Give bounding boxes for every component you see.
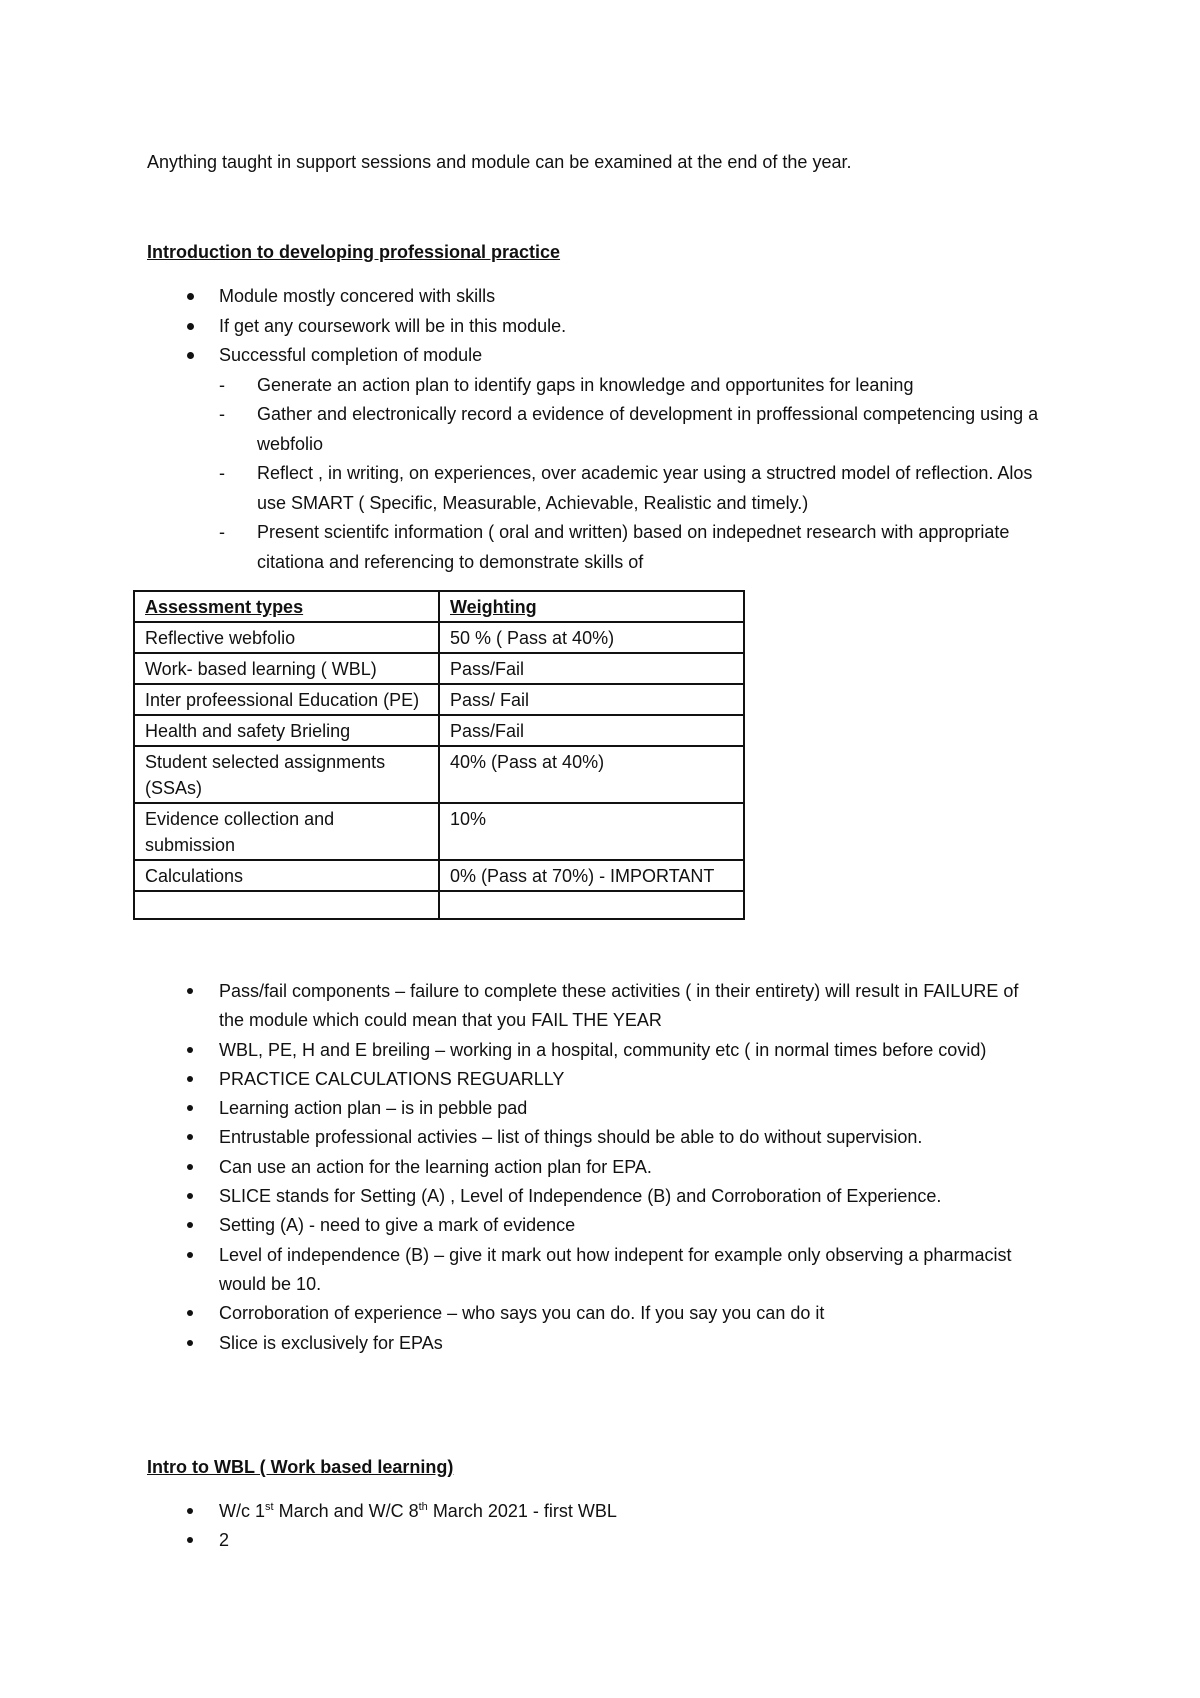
list-item: 2: [147, 1526, 1047, 1555]
list-item: Slice is exclusively for EPAs: [147, 1329, 1047, 1358]
list-item: PRACTICE CALCULATIONS REGUARLLY: [147, 1065, 1047, 1094]
list-item: Setting (A) - need to give a mark of evidence: [147, 1211, 1047, 1240]
list-item: Level of independence (B) – give it mark out how indepent for example only observing a pharmacist would be 10.: [147, 1241, 1047, 1300]
table-cell: Inter profeessional Education (PE): [134, 684, 439, 715]
table-cell: 40% (Pass at 40%): [439, 746, 744, 803]
list-item: SLICE stands for Setting (A) , Level of Independence (B) and Corroboration of Experience.: [147, 1182, 1047, 1211]
intro-paragraph: Anything taught in support sessions and module can be examined at the end of the year.: [147, 152, 852, 172]
dash-marker: -: [219, 374, 225, 395]
table-cell: 10%: [439, 803, 744, 860]
sub-list-item: - Gather and electronically record a evidence of development in proffessional competencing using a webfolio: [219, 400, 1047, 459]
assessment-notes-list: [147, 977, 1047, 1358]
table-header-row: [134, 591, 744, 622]
dash-marker: -: [219, 522, 225, 542]
bullet-icon: [187, 1164, 193, 1170]
table-row: [134, 684, 744, 715]
bullet-icon: [187, 1134, 193, 1140]
sub-list-item: - Present scientifc information ( oral and written) based on indepednet research with appropriate citationa and referencing to demonstrate skills of: [219, 518, 1047, 577]
bullet-icon: [187, 323, 194, 330]
bullet-icon: [187, 1537, 193, 1543]
completion-sub-list: [219, 371, 1047, 578]
bullet-icon: [187, 1252, 193, 1258]
table-cell: Work- based learning ( WBL): [134, 653, 439, 684]
bullet-icon: [187, 1047, 193, 1053]
bullet-icon: [187, 293, 194, 300]
table-header-assessment-types: Assessment types: [134, 591, 439, 622]
assessment-table: [133, 590, 745, 920]
bullet-icon: [187, 1193, 193, 1199]
list-item: If get any coursework will be in this module.: [147, 312, 1047, 342]
bullet-icon: [187, 1105, 193, 1111]
table-cell: Evidence collection and submission: [134, 803, 439, 860]
bullet-icon: [187, 352, 194, 359]
section-heading-intro-professional-practice: Introduction to developing professional practice: [147, 242, 561, 262]
bullet-icon: [187, 988, 193, 994]
table-row-empty: [134, 891, 744, 919]
table-row: [134, 803, 744, 860]
list-item: Module mostly concered with skills: [147, 282, 1047, 312]
table-row: [134, 715, 744, 746]
list-item: Corroboration of experience – who says you can do. If you say you can do it: [147, 1299, 1047, 1328]
list-item: Can use an action for the learning action plan for EPA.: [147, 1153, 1047, 1182]
table-cell: Calculations: [134, 860, 439, 891]
table-cell: Pass/Fail: [439, 715, 744, 746]
sub-list-item: - Reflect , in writing, on experiences, over academic year using a structred model of reflection. Alos use SMART ( Specific, Measurable, Achievable, Realistic and timely.): [219, 459, 1047, 518]
table-cell: Reflective webfolio: [134, 622, 439, 653]
list-item: Learning action plan – is in pebble pad: [147, 1094, 1047, 1123]
table-cell: [439, 891, 744, 919]
table-cell: Student selected assignments (SSAs): [134, 746, 439, 803]
list-item: Pass/fail components – failure to complete these activities ( in their entirety) will result in FAILURE of the module which could mean that you FAIL THE YEAR: [147, 977, 1047, 1036]
table-row: [134, 860, 744, 891]
table-cell: 50 % ( Pass at 40%): [439, 622, 744, 653]
table-row: [134, 622, 744, 653]
table-row: [134, 653, 744, 684]
list-item: Successful completion of module - Generate an action plan to identify gaps in knowledge and opportunites for leaning - Gather and electronically record a evidence of development in proffessional competencing using a webfolio - Reflect , in writing, on experiences, over academic year using a structred model of reflection. Alos use SMART ( Specific, Measurable, Achievable, Realistic and timely.) - Present scientifc information ( oral and written) based on indepednet research with appropriate citationa and referencing to demonstrate skills of: [147, 341, 1047, 577]
dash-marker: -: [219, 404, 225, 424]
list-item: W/c 1st March and W/C 8th March 2021 - first WBL: [147, 1497, 1047, 1526]
table-cell: Pass/Fail: [439, 653, 744, 684]
table-header-weighting: Weighting: [439, 591, 744, 622]
module-bullet-list: [147, 282, 1047, 577]
bullet-icon: [187, 1310, 193, 1316]
bullet-icon: [187, 1508, 193, 1514]
table-cell: 0% (Pass at 70%) - IMPORTANT: [439, 860, 744, 891]
wbl-bullet-list: [147, 1497, 1047, 1556]
list-item: WBL, PE, H and E breiling – working in a hospital, community etc ( in normal times before covid): [147, 1036, 1047, 1065]
dash-marker: -: [219, 463, 225, 483]
sub-list-item: - Generate an action plan to identify gaps in knowledge and opportunites for leaning: [219, 371, 1047, 401]
list-item: Entrustable professional activies – list of things should be able to do without supervision.: [147, 1123, 1047, 1152]
table-cell: Pass/ Fail: [439, 684, 744, 715]
table-row: [134, 746, 744, 803]
bullet-icon: [187, 1222, 193, 1228]
table-cell: Health and safety Brieling: [134, 715, 439, 746]
bullet-icon: [187, 1076, 193, 1082]
section-heading-intro-wbl: Intro to WBL ( Work based learning): [147, 1457, 454, 1477]
table-cell: [134, 891, 439, 919]
bullet-icon: [187, 1340, 193, 1346]
